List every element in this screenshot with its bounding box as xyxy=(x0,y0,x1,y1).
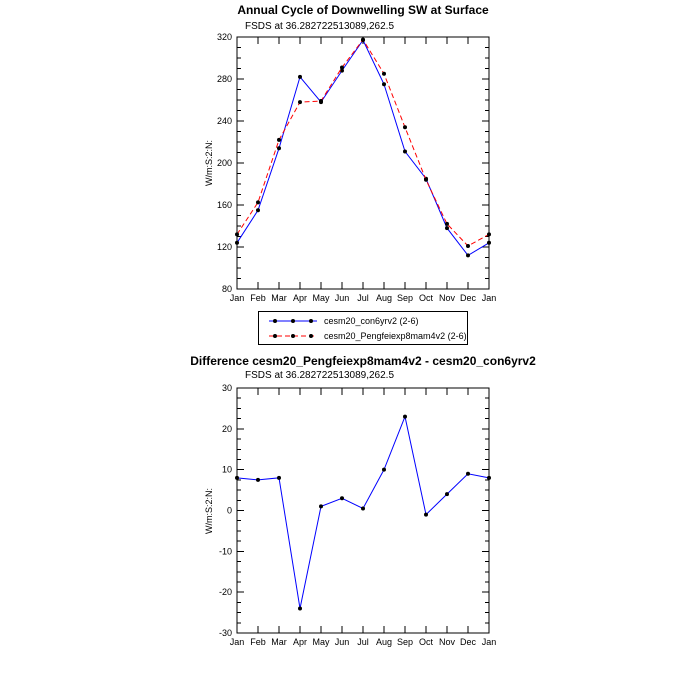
svg-text:Apr: Apr xyxy=(292,293,308,303)
svg-text:Jan: Jan xyxy=(229,293,245,303)
svg-text:Jun: Jun xyxy=(334,293,350,303)
svg-text:0: 0 xyxy=(226,505,232,516)
svg-text:20: 20 xyxy=(221,423,232,434)
svg-text:Sep: Sep xyxy=(396,637,414,647)
svg-text:-10: -10 xyxy=(218,546,232,557)
svg-text:Dec: Dec xyxy=(459,293,477,303)
svg-text:Jan: Jan xyxy=(229,637,245,647)
svg-text:Aug: Aug xyxy=(375,637,393,647)
svg-text:Nov: Nov xyxy=(438,293,456,303)
svg-text:160: 160 xyxy=(216,200,232,210)
svg-text:320: 320 xyxy=(216,32,232,42)
svg-text:-20: -20 xyxy=(218,587,232,598)
svg-text:Aug: Aug xyxy=(375,293,393,303)
svg-text:Feb: Feb xyxy=(250,293,266,303)
bottom-chart-title: Difference cesm20_Pengfeiexp8mam4v2 - cesm20_con6yrv2 xyxy=(190,354,536,368)
svg-text:May: May xyxy=(312,637,330,647)
bottom-chart-y-axis-label: W/m:S:2:N: xyxy=(204,487,214,535)
svg-text:Jan: Jan xyxy=(481,293,497,303)
svg-text:80: 80 xyxy=(221,284,232,294)
svg-text:Mar: Mar xyxy=(271,637,287,647)
svg-text:May: May xyxy=(312,293,330,303)
svg-text:Mar: Mar xyxy=(271,293,287,303)
svg-text:Oct: Oct xyxy=(418,293,434,303)
svg-text:Feb: Feb xyxy=(250,637,266,647)
legend-label: cesm20_con6yrv2 (2-6) xyxy=(324,315,419,326)
legend-label: cesm20_Pengfeiexp8mam4v2 (2-6) xyxy=(324,330,467,341)
svg-text:Jul: Jul xyxy=(357,637,369,647)
svg-text:Dec: Dec xyxy=(459,637,477,647)
svg-text:240: 240 xyxy=(216,116,232,126)
top-chart-subtitle: FSDS at 36.282722513089,262.5 xyxy=(245,21,395,32)
svg-text:Apr: Apr xyxy=(292,637,308,647)
top-chart-title: Annual Cycle of Downwelling SW at Surface xyxy=(237,3,489,17)
svg-text:280: 280 xyxy=(216,74,232,84)
svg-text:120: 120 xyxy=(216,242,232,252)
svg-text:30: 30 xyxy=(221,383,232,393)
svg-text:10: 10 xyxy=(221,464,232,475)
svg-text:Oct: Oct xyxy=(418,637,434,647)
bottom-chart-subtitle: FSDS at 36.282722513089,262.5 xyxy=(245,370,395,381)
top-chart-y-axis-label: W/m:S:2:N: xyxy=(204,139,214,187)
svg-text:Sep: Sep xyxy=(396,293,414,303)
svg-text:Jun: Jun xyxy=(334,637,350,647)
svg-text:200: 200 xyxy=(216,158,232,168)
svg-text:Jul: Jul xyxy=(357,293,369,303)
svg-text:Jan: Jan xyxy=(481,637,497,647)
svg-text:-30: -30 xyxy=(218,628,232,638)
svg-text:Nov: Nov xyxy=(438,637,456,647)
